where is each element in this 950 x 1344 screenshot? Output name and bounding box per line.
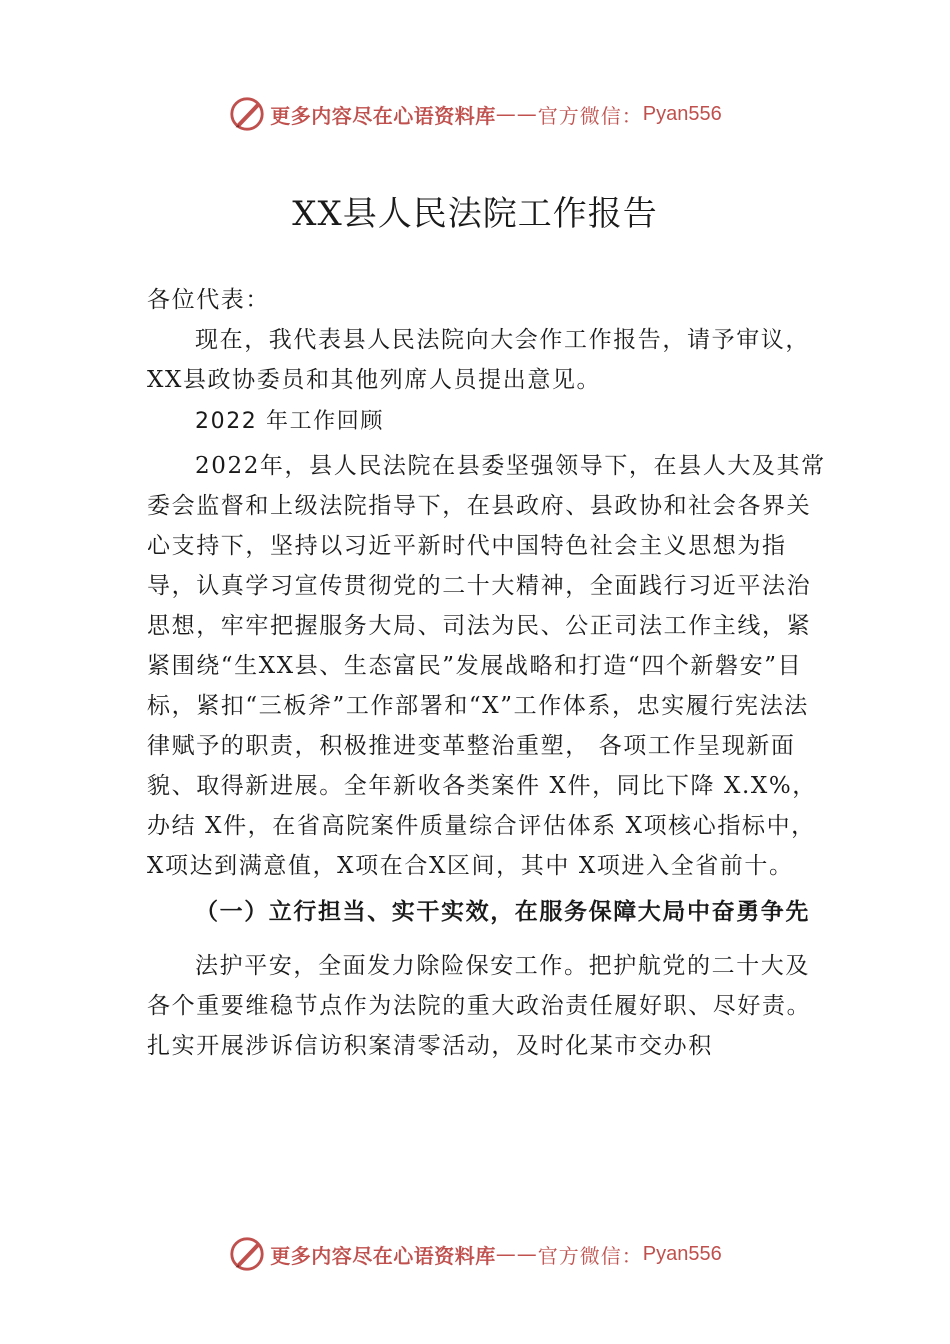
banner-wechat-id: Pyan556 xyxy=(642,102,722,125)
banner-brand-text: 更多内容尽在心语资料库 xyxy=(270,103,496,128)
section-heading: 2022 年工作回顾 xyxy=(195,409,384,434)
banner-brand-text: 更多内容尽在心语资料库 xyxy=(270,1243,496,1268)
banner-separator: —— xyxy=(495,102,538,126)
banner-wechat-label: 官方微信： xyxy=(537,103,643,128)
banner-wechat-label: 官方微信： xyxy=(537,1243,643,1268)
paragraph-1: 法护平安，全面发力除险保安工作。把护航党的二十大及各个重要维稳节点作为法院的重大政治责任履好职、尽好责。扎实开展涉诉信访积案清零活动，及时化某市交办积 xyxy=(147,953,812,1059)
intro-paragraph: 现在，我代表县人民法院向大会作工作报告，请予审议，XX县政协委员和其他列席人员提出意见。 xyxy=(147,327,810,393)
document-title: XX县人民法院工作报告 xyxy=(292,194,658,234)
review-paragraph: 2022年，县人民法院在县委坚强领导下，在县人大及其常委会监督和上级法院指导下，在县政府、县政协和社会各界关心支持下，坚持以习近平新时代中国特色社会主义思想为指导，认真学习宣传贯彻党的二十大精神，全面践行习近平法治思想，牢牢把握服务大局、司法为民、公正司法工作主线，紧紧围绕“生XX县、生态富民”发展战略和打造“四个新磐安”目标，紧扣“三板斧”工作部署和“X”工作体系，忠实履行宪法法律赋予的职责，积极推进变革整治重塑， 各项工作呈现新面貌、取得新进展。全年新收各类案件 X件，同比下降 X.X%，办结 X件，在省高院案件质量综合评估体系 X项核心指标中，X项达到满意值，X项在合X区间，其中 X项进入全省前十。 xyxy=(147,453,826,879)
footer-banner xyxy=(0,1234,950,1274)
logo-pen-icon xyxy=(228,95,266,133)
document-body xyxy=(147,280,827,1066)
header-banner xyxy=(0,94,950,134)
logo-pen-icon xyxy=(228,1235,266,1273)
banner-separator: —— xyxy=(495,1242,538,1266)
banner-wechat-id: Pyan556 xyxy=(642,1242,722,1265)
sub-heading-1: （一）立行担当、实干实效，在服务保障大局中奋勇争先 xyxy=(195,898,810,925)
salutation: 各位代表： xyxy=(147,287,270,313)
